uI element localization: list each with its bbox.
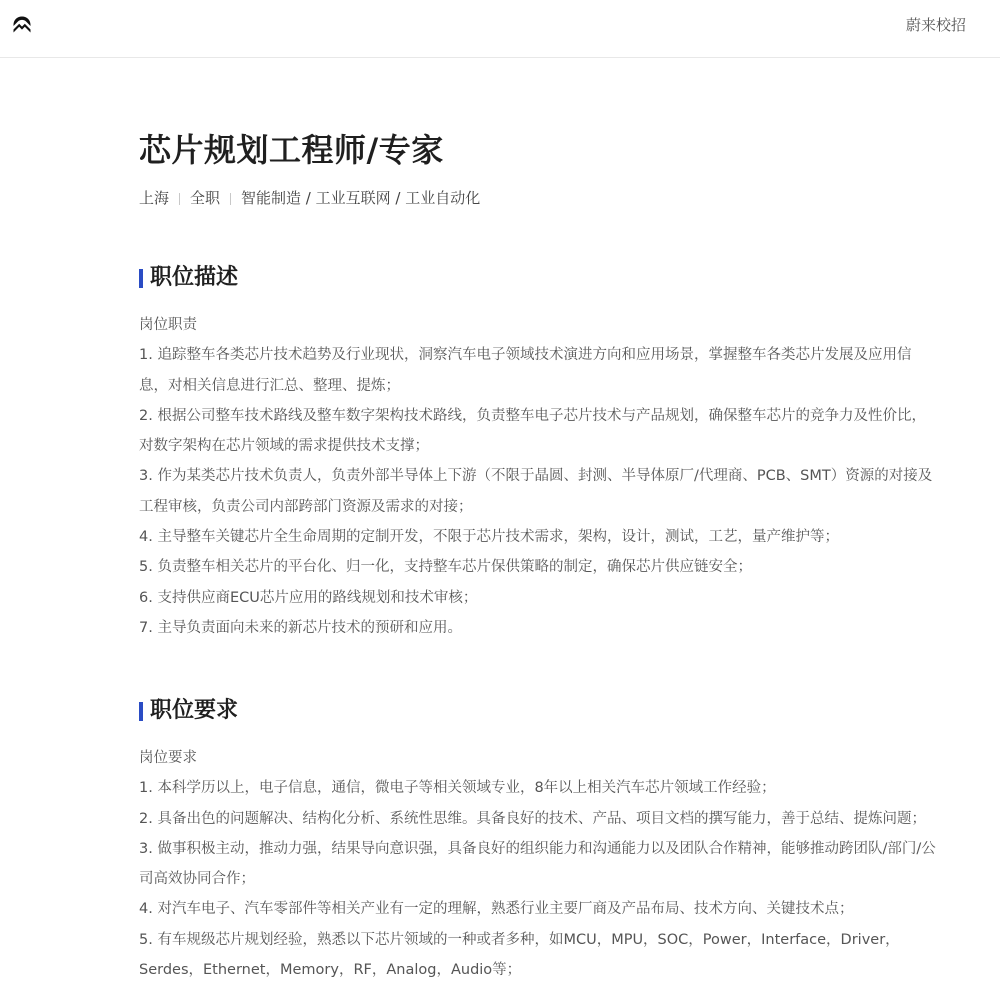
text-line: 2. 具备出色的问题解决、结构化分析、系统性思维。具备良好的技术、产品、项目文档的撰写能力，善于总结、提炼问题； (139, 810, 926, 827)
text-line: 对数字架构在芯片领域的需求提供技术支撑； (139, 438, 429, 455)
section-accent-bar (139, 269, 143, 288)
text-line: 3. 作为某类芯片技术负责人，负责外部半导体上下游（不限于晶圆、封测、半导体原厂/代理商、PCB、SMT）资源的对接及 (139, 468, 933, 485)
top-navigation-bar (0, 0, 1000, 58)
text-line: Serdes，Ethernet，Memory，RF，Analog，Audio等； (139, 962, 522, 979)
meta-divider (179, 193, 180, 205)
nio-logo-icon[interactable] (11, 14, 33, 36)
text-line: 5. 有车规级芯片规划经验，熟悉以下芯片领域的一种或者多种，如MCU，MPU，SOC，Power，Interface，Driver， (139, 931, 900, 948)
text-line: 2. 根据公司整车技术路线及整车数字架构技术路线，负责整车电子芯片技术与产品规划，确保整车芯片的竞争力及性价比， (139, 407, 926, 424)
section-heading-text: 职位描述 (150, 265, 239, 290)
job-employment-type: 全职 (190, 189, 221, 207)
text-line: 息，对相关信息进行汇总、整理、提炼； (139, 377, 400, 394)
text-line: 3. 做事积极主动，推动力强，结果导向意识强，具备良好的组织能力和沟通能力以及团队合作精神，能够推动跨团队/部门/公 (139, 840, 936, 857)
text-line: 6. 支持供应商ECU芯片应用的路线规划和技术审核； (139, 589, 478, 606)
text-line: 1. 本科学历以上，电子信息，通信，微电子等相关领域专业，8年以上相关汽车芯片领域工作经验； (139, 780, 776, 797)
job-category: 智能制造 / 工业互联网 / 工业自动化 (241, 189, 481, 207)
text-line: 司高效协同合作； (139, 871, 255, 888)
text-line: 4. 主导整车关键芯片全生命周期的定制开发，不限于芯片技术需求，架构，设计，测试，工艺，量产维护等； (139, 529, 839, 546)
description-body (139, 310, 969, 643)
job-description-section (139, 263, 969, 643)
text-line: 1. 追踪整车各类芯片技术趋势及行业现状，洞察汽车电子领域技术演进方向和应用场景，掌握整车各类芯片发展及应用信 (139, 347, 912, 364)
requirements-body (139, 743, 969, 985)
campus-recruitment-link[interactable]: 蔚来校招 (905, 16, 966, 34)
job-title: 芯片规划工程师/专家 (139, 131, 444, 169)
job-meta (139, 187, 480, 209)
section-heading (139, 696, 969, 726)
text-line: 岗位要求 (139, 750, 197, 766)
job-requirements-section (139, 696, 969, 985)
section-accent-bar (139, 702, 143, 721)
text-line: 岗位职责 (139, 317, 197, 333)
section-heading-text: 职位要求 (150, 698, 239, 723)
text-line: 4. 对汽车电子、汽车零部件等相关产业有一定的理解，熟悉行业主要厂商及产品布局、技术方向、关键技术点； (139, 901, 854, 918)
text-line: 7. 主导负责面向未来的新芯片技术的预研和应用。 (139, 619, 462, 636)
text-line: 工程审核，负责公司内部跨部门资源及需求的对接； (139, 498, 473, 515)
job-location: 上海 (139, 189, 170, 207)
section-heading (139, 263, 969, 293)
meta-divider (230, 193, 231, 205)
text-line: 5. 负责整车相关芯片的平台化、归一化，支持整车芯片保供策略的制定，确保芯片供应链安全； (139, 559, 752, 576)
